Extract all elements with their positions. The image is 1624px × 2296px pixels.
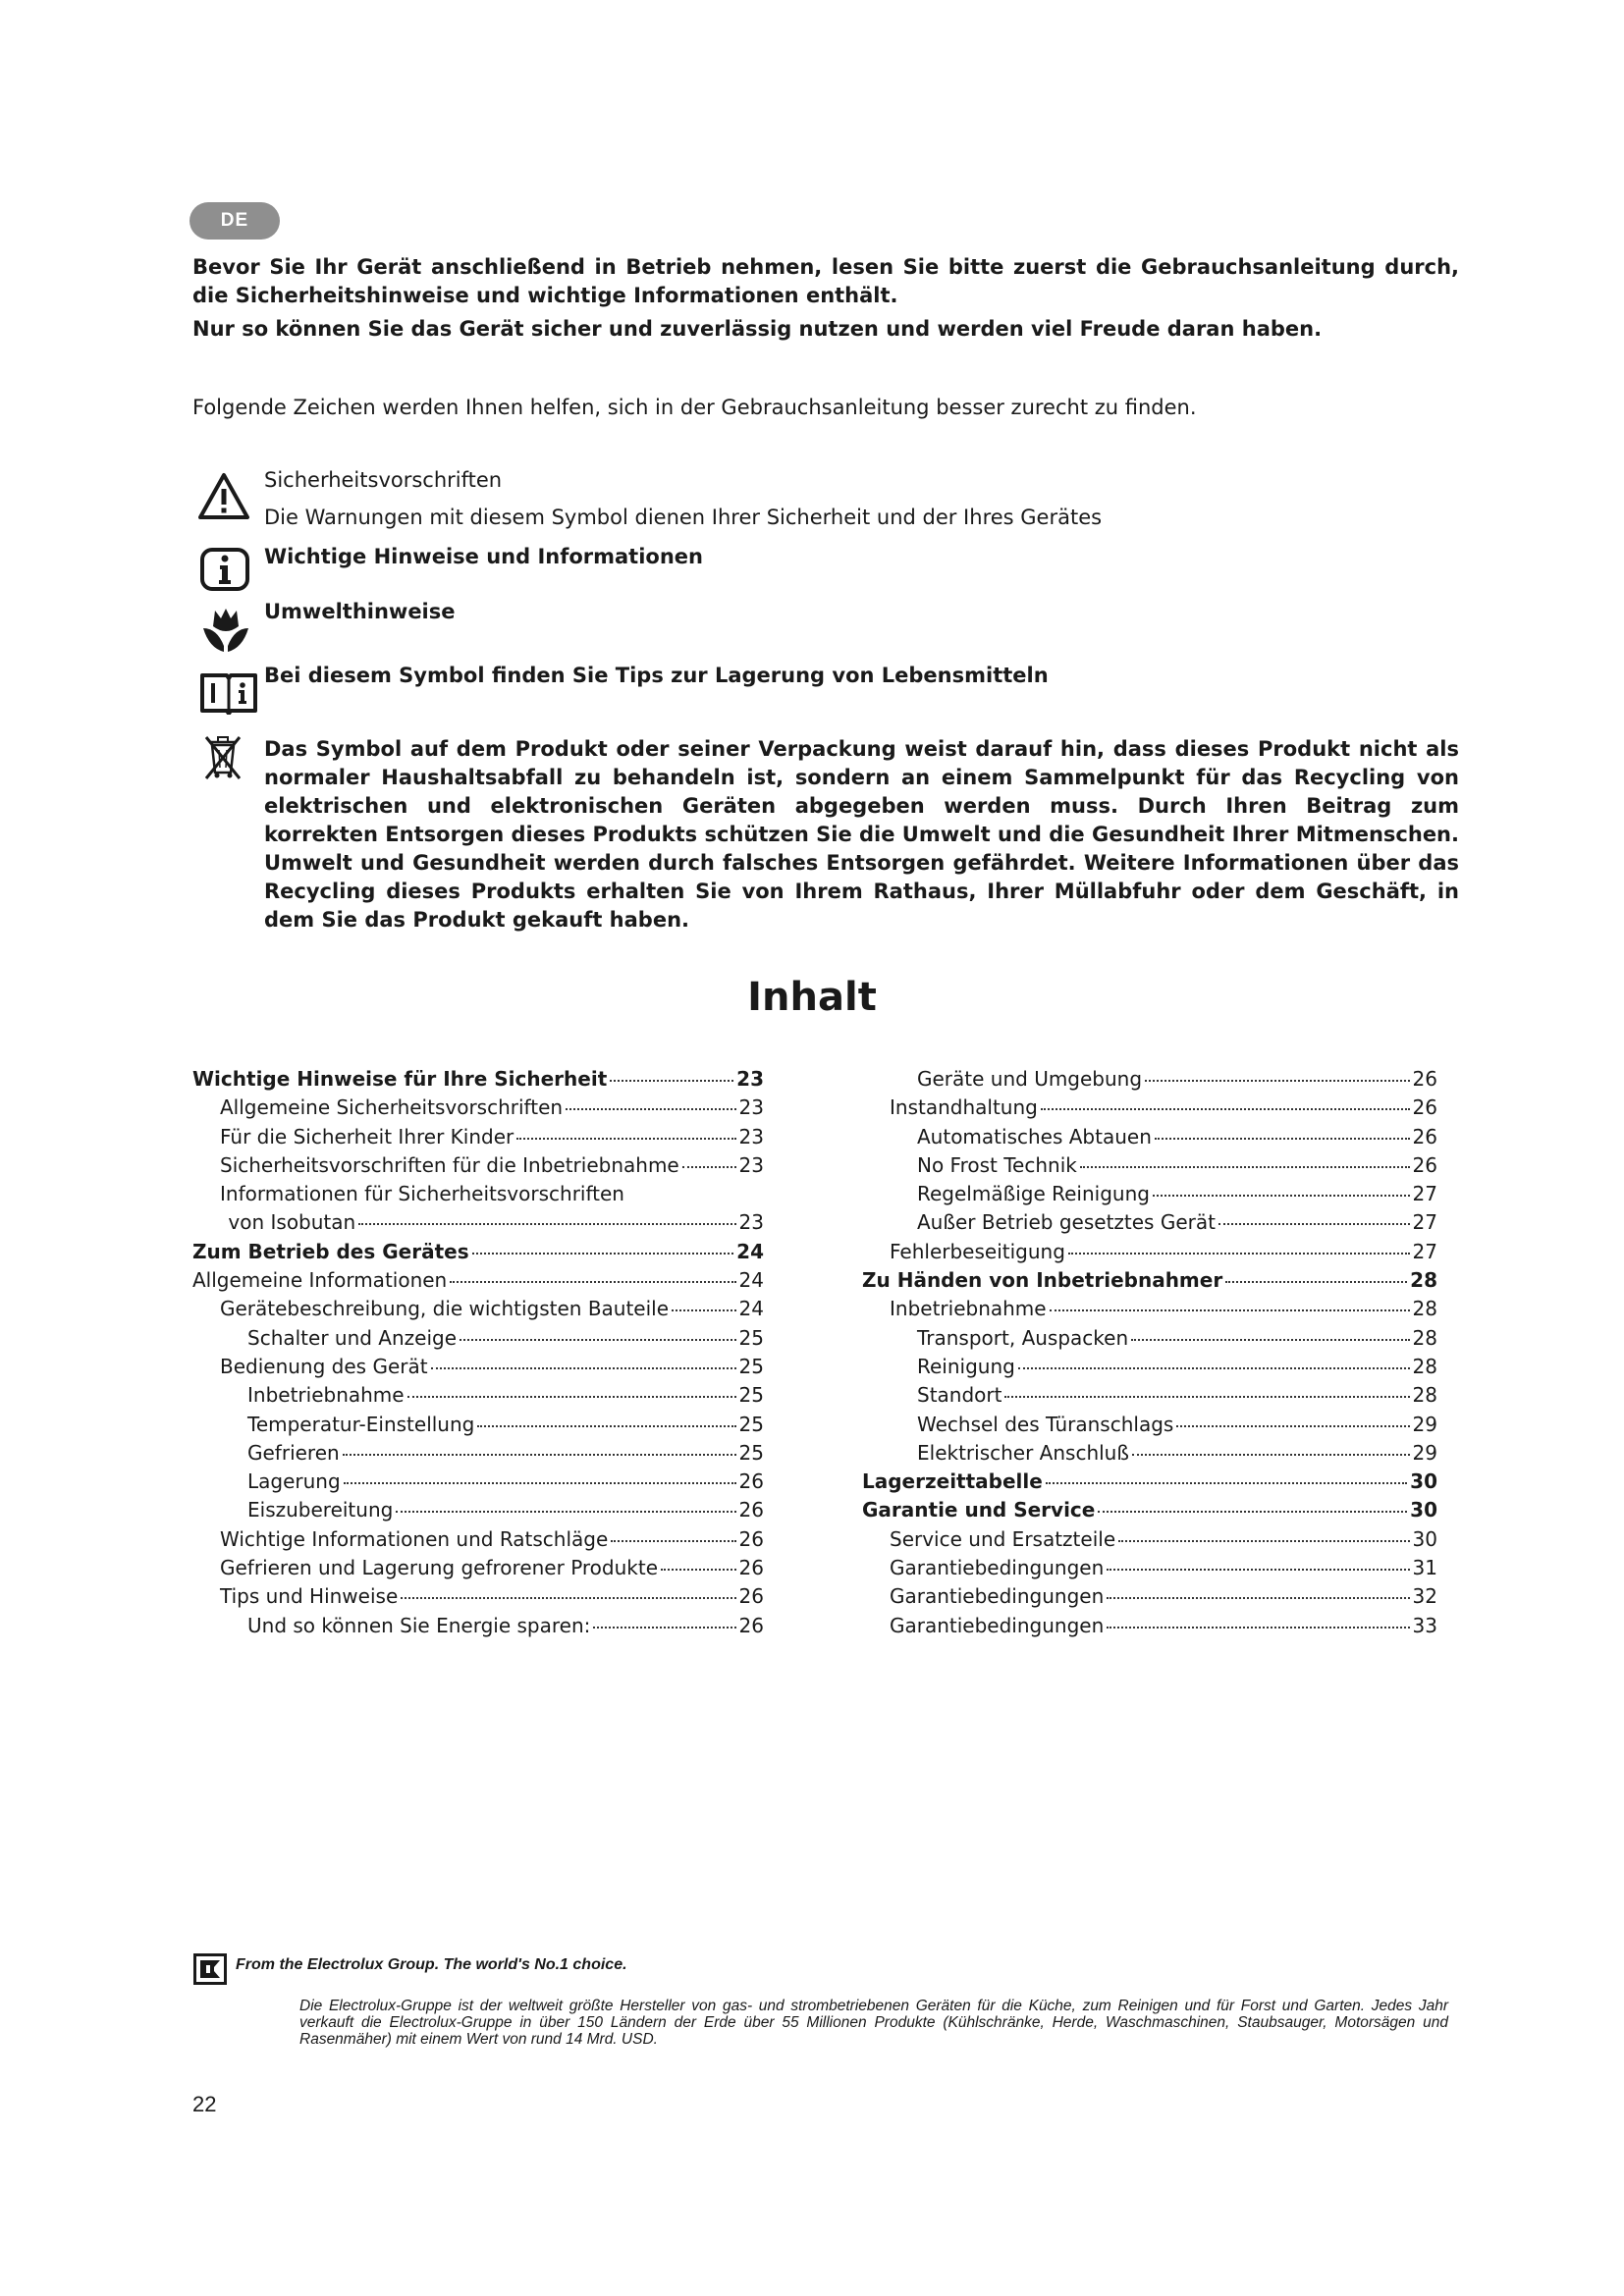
toc-entry-leader bbox=[431, 1367, 736, 1369]
toc-entry-leader bbox=[1155, 1138, 1410, 1140]
toc-entry-label: Zum Betrieb des Gerätes bbox=[192, 1239, 469, 1263]
toc-entry bbox=[862, 1498, 1437, 1526]
toc-entry bbox=[862, 1441, 1437, 1469]
toc-entry-label: Elektrischer Anschluß bbox=[917, 1440, 1129, 1465]
toc-entry-page: 30 bbox=[1412, 1526, 1437, 1551]
toc-entry bbox=[192, 1469, 764, 1498]
toc-entry bbox=[192, 1182, 764, 1210]
toc-entry-page: 28 bbox=[1412, 1383, 1437, 1408]
toc-entry bbox=[862, 1067, 1437, 1095]
toc-entry-leader bbox=[1098, 1511, 1407, 1513]
toc-entry-page: 25 bbox=[738, 1383, 764, 1408]
toc-entry bbox=[192, 1210, 764, 1239]
toc-entry-page: 32 bbox=[1412, 1584, 1437, 1609]
toc-entry-page: 30 bbox=[1410, 1498, 1437, 1522]
toc-entry-leader bbox=[672, 1309, 736, 1311]
toc-entry-label: Regelmäßige Reinigung bbox=[917, 1182, 1150, 1206]
symbol-food-title: Bei diesem Symbol finden Sie Tips zur Lagerung von Lebensmitteln bbox=[264, 664, 1049, 687]
toc-entry-leader bbox=[407, 1396, 736, 1398]
symbols-help-text: Folgende Zeichen werden Ihnen helfen, sich in der Gebrauchsanleitung besser zurecht zu finden. bbox=[192, 396, 1197, 419]
toc-entry bbox=[862, 1527, 1437, 1556]
toc-entry-leader bbox=[1046, 1482, 1407, 1484]
toc-entry-leader bbox=[1131, 1339, 1409, 1341]
toc-entry-label: Allgemeine Sicherheitsvorschriften bbox=[220, 1095, 564, 1120]
toc-entry-page: 28 bbox=[1410, 1268, 1437, 1293]
toc-entry-label: Schalter und Anzeige bbox=[247, 1325, 458, 1350]
toc-entry-label: Sicherheitsvorschriften für die Inbetriebnahme bbox=[220, 1152, 679, 1177]
toc-entry bbox=[192, 1326, 764, 1355]
toc-entry-label: Gefrieren bbox=[247, 1440, 340, 1465]
toc-entry-leader bbox=[1145, 1080, 1409, 1082]
toc-entry bbox=[862, 1297, 1437, 1325]
toc-entry-label: Wechsel des Türanschlags bbox=[917, 1412, 1174, 1436]
toc-entry bbox=[862, 1556, 1437, 1584]
toc-entry-label: Außer Betrieb gesetztes Gerät bbox=[917, 1210, 1216, 1235]
toc-entry-page: 27 bbox=[1412, 1210, 1437, 1235]
toc-entry-label: Für die Sicherheit Ihrer Kinder bbox=[220, 1124, 514, 1148]
toc-entry-label: Temperatur-Einstellung bbox=[247, 1412, 475, 1436]
toc-entry bbox=[192, 1527, 764, 1556]
toc-entry-page: 26 bbox=[1412, 1124, 1437, 1148]
toc-entry bbox=[862, 1383, 1437, 1412]
toc-entry-leader bbox=[661, 1569, 736, 1571]
toc-entry-page: 25 bbox=[738, 1440, 764, 1465]
toc-entry-label: Tips und Hinweise bbox=[220, 1584, 399, 1609]
toc-entry-leader bbox=[450, 1281, 735, 1283]
toc-entry-label: Lagerung bbox=[247, 1469, 341, 1494]
toc-entry bbox=[862, 1584, 1437, 1613]
toc-entry bbox=[862, 1469, 1437, 1498]
toc-entry-leader bbox=[1107, 1597, 1409, 1599]
page-number: 22 bbox=[192, 2092, 217, 2116]
toc-entry bbox=[192, 1268, 764, 1297]
toc-entry-leader bbox=[472, 1253, 734, 1255]
toc-entry-leader bbox=[610, 1080, 733, 1082]
toc-entry bbox=[192, 1441, 764, 1469]
toc-right-column bbox=[862, 1067, 1437, 1642]
toc-entry bbox=[862, 1153, 1437, 1182]
toc-entry-page: 31 bbox=[1412, 1556, 1437, 1580]
toc-entry-page: 26 bbox=[738, 1556, 764, 1580]
toc-entry bbox=[192, 1584, 764, 1613]
toc-entry-page: 26 bbox=[738, 1526, 764, 1551]
toc-entry-page: 25 bbox=[738, 1412, 764, 1436]
toc-entry-label: Eiszubereitung bbox=[247, 1498, 394, 1522]
toc-entry-page: 26 bbox=[738, 1469, 764, 1494]
toc-entry-page: 27 bbox=[1412, 1239, 1437, 1263]
toc-entry-page: 26 bbox=[1412, 1095, 1437, 1120]
toc-entry-leader bbox=[1080, 1166, 1410, 1168]
toc-entry-label: Inbetriebnahme bbox=[890, 1297, 1047, 1321]
toc-entry-label: Gerätebeschreibung, die wichtigsten Bauteile bbox=[220, 1297, 670, 1321]
toc-entry-page: 23 bbox=[736, 1067, 764, 1091]
toc-entry bbox=[862, 1240, 1437, 1268]
toc-entry-label: Garantiebedingungen bbox=[890, 1584, 1105, 1609]
toc-entry-label: Wichtige Informationen und Ratschläge bbox=[220, 1526, 609, 1551]
toc-entry-leader bbox=[1041, 1108, 1410, 1110]
flower-icon bbox=[201, 603, 250, 654]
toc-entry-page: 29 bbox=[1412, 1440, 1437, 1465]
toc-entry-label: No Frost Technik bbox=[917, 1152, 1077, 1177]
toc-entry-page: 25 bbox=[738, 1325, 764, 1350]
toc-entry-leader bbox=[593, 1627, 735, 1629]
toc-entry-page: 30 bbox=[1410, 1469, 1437, 1494]
toc-entry-label: Transport, Auspacken bbox=[917, 1325, 1129, 1350]
toc-entry-leader bbox=[1107, 1569, 1409, 1571]
toc-entry-page: 24 bbox=[738, 1268, 764, 1293]
toc-entry-page: 26 bbox=[738, 1584, 764, 1609]
toc-entry-leader bbox=[1118, 1540, 1409, 1542]
toc-entry-label: Fehlerbeseitigung bbox=[890, 1239, 1065, 1263]
intro-paragraph: Nur so können Sie das Gerät sicher und zuverlässig nutzen und werden viel Freude daran haben. bbox=[192, 317, 1323, 341]
toc-entry-page: 23 bbox=[738, 1095, 764, 1120]
toc-entry bbox=[862, 1355, 1437, 1383]
toc-entry-label: Garantiebedingungen bbox=[890, 1613, 1105, 1637]
toc-entry-leader bbox=[401, 1597, 735, 1599]
toc-entry bbox=[192, 1355, 764, 1383]
language-badge: DE bbox=[189, 202, 280, 240]
toc-entry-label: Standort bbox=[917, 1383, 1002, 1408]
toc-entry-page: 26 bbox=[738, 1498, 764, 1522]
toc-entry bbox=[192, 1240, 764, 1268]
footer-description: Die Electrolux-Gruppe ist der weltweit größte Hersteller von gas- und strombetriebenen Geräten für die Küche, zum Reinigen und für Forst und Garten. Jedes Jahr verkauft die Electrolux-Gruppe in über 150 Ländern der Erde über 55 Millionen Produkte (Kühlschränke, Herde, Waschmaschinen, Staubsauger, Motorsägen und Rasenmäher) mit einem Wert von rund 14 Mrd. USD. bbox=[299, 1998, 1448, 2048]
toc-entry-label: Reinigung bbox=[917, 1354, 1015, 1378]
info-icon bbox=[199, 547, 250, 592]
toc-entry-leader bbox=[566, 1108, 735, 1110]
toc-entry bbox=[192, 1067, 764, 1095]
toc-entry bbox=[192, 1556, 764, 1584]
toc-entry bbox=[192, 1614, 764, 1642]
toc-entry-page: 25 bbox=[738, 1354, 764, 1378]
toc-entry-page: 23 bbox=[738, 1210, 764, 1235]
toc-entry-leader bbox=[1107, 1627, 1409, 1629]
toc-entry-label: Garantiebedingungen bbox=[890, 1556, 1105, 1580]
toc-entry-label: Geräte und Umgebung bbox=[917, 1067, 1143, 1091]
toc-entry bbox=[192, 1153, 764, 1182]
toc-entry bbox=[862, 1413, 1437, 1441]
toc-entry-leader bbox=[516, 1138, 735, 1140]
toc-entry-page: 26 bbox=[738, 1613, 764, 1637]
toc-title: Inhalt bbox=[747, 975, 877, 1020]
toc-entry-page: 26 bbox=[1412, 1152, 1437, 1177]
symbol-safety-text: Die Warnungen mit diesem Symbol dienen Ihrer Sicherheit und der Ihres Gerätes bbox=[264, 506, 1103, 529]
toc-entry-page: 24 bbox=[738, 1297, 764, 1321]
toc-entry-label: Wichtige Hinweise für Ihre Sicherheit bbox=[192, 1067, 608, 1091]
toc-entry-leader bbox=[344, 1482, 736, 1484]
toc-entry-leader bbox=[343, 1454, 736, 1456]
toc-entry-page: 29 bbox=[1412, 1412, 1437, 1436]
toc-entry-label: Und so können Sie Energie sparen: bbox=[247, 1613, 591, 1637]
toc-entry-leader bbox=[1050, 1309, 1410, 1311]
toc-left-column bbox=[192, 1067, 764, 1642]
symbol-safety bbox=[264, 466, 1452, 532]
toc-entry-leader bbox=[460, 1339, 736, 1341]
symbol-info-title: Wichtige Hinweise und Informationen bbox=[264, 545, 703, 568]
toc-entry-leader bbox=[611, 1540, 735, 1542]
toc-entry-leader bbox=[358, 1223, 735, 1225]
toc-entry-page: 33 bbox=[1412, 1613, 1437, 1637]
toc-entry-leader bbox=[1018, 1367, 1410, 1369]
toc-entry-page: 28 bbox=[1412, 1297, 1437, 1321]
book-info-icon bbox=[199, 669, 258, 715]
toc-entry bbox=[192, 1095, 764, 1124]
toc-entry-page: 23 bbox=[738, 1152, 764, 1177]
toc-entry bbox=[192, 1125, 764, 1153]
toc-entry bbox=[862, 1326, 1437, 1355]
toc-entry-leader bbox=[1153, 1195, 1410, 1197]
toc-entry-page: 28 bbox=[1412, 1325, 1437, 1350]
toc-entry-label: Garantie und Service bbox=[862, 1498, 1096, 1522]
toc-entry-label: Instandhaltung bbox=[890, 1095, 1038, 1120]
toc-entry-leader bbox=[1225, 1281, 1407, 1283]
toc-entry-label: Allgemeine Informationen bbox=[192, 1268, 448, 1293]
toc-entry-page: 26 bbox=[1412, 1067, 1437, 1091]
toc-entry-label: Bedienung des Gerät bbox=[220, 1354, 428, 1378]
toc-entry-label: Inbetriebnahme bbox=[247, 1383, 405, 1408]
toc-entry bbox=[862, 1268, 1437, 1297]
toc-entry-label: Zu Händen von Inbetriebnahmer bbox=[862, 1268, 1223, 1293]
toc-entry-leader bbox=[1132, 1454, 1410, 1456]
toc-entry-leader bbox=[682, 1166, 736, 1168]
toc-entry-label: Informationen für Sicherheitsvorschriften bbox=[220, 1182, 624, 1206]
toc-entry-leader bbox=[1176, 1425, 1409, 1427]
toc-entry bbox=[862, 1095, 1437, 1124]
toc-entry-leader bbox=[477, 1425, 735, 1427]
toc-entry bbox=[862, 1210, 1437, 1239]
symbol-environment-title: Umwelthinweise bbox=[264, 600, 456, 623]
toc-entry-page: 24 bbox=[736, 1239, 764, 1263]
electrolux-logo-icon bbox=[193, 1953, 227, 1985]
toc-entry bbox=[862, 1125, 1437, 1153]
toc-entry-page: 27 bbox=[1412, 1182, 1437, 1206]
toc-entry-leader bbox=[1218, 1223, 1410, 1225]
symbol-recycling-text: Das Symbol auf dem Produkt oder seiner Verpackung weist darauf hin, dass dieses Produkt nicht als normaler Haushaltsabfall zu behandeln ist, sondern an einem Sammelpunkt für das Recycling von elektrischen und elektronischen Geräten abgegeben werden muss. Durch Ihren Beitrag zum korrekten Entsorgen dieses Produkts schützen Sie die Umwelt und die Gesundheit Ihrer Mitmenschen. Umwelt und Gesundheit werden durch falsches Entsorgen gefährdet. Weitere Informationen über das Recycling dieses Produkts erhalten Sie von Ihrem Rathaus, Ihrer Müllabfuhr oder dem Geschäft, in dem Sie das Produkt gekauft haben. bbox=[264, 737, 1459, 932]
intro-text bbox=[192, 253, 1459, 344]
toc-entry bbox=[192, 1383, 764, 1412]
toc-entry-page: 28 bbox=[1412, 1354, 1437, 1378]
footer-slogan: From the Electrolux Group. The world's No.1 choice. bbox=[236, 1956, 627, 1973]
toc-entry bbox=[192, 1413, 764, 1441]
toc-entry bbox=[862, 1614, 1437, 1642]
toc-entry-leader bbox=[1068, 1253, 1410, 1255]
toc-entry-label: von Isobutan bbox=[228, 1210, 356, 1235]
crossed-bin-icon bbox=[203, 733, 243, 780]
toc-entry bbox=[862, 1182, 1437, 1210]
toc-entry-page: 23 bbox=[738, 1124, 764, 1148]
toc-entry-label: Lagerzeittabelle bbox=[862, 1469, 1043, 1494]
toc-entry bbox=[192, 1498, 764, 1526]
toc-entry-leader bbox=[1004, 1396, 1409, 1398]
intro-paragraph: Bevor Sie Ihr Gerät anschließend in Betrieb nehmen, lesen Sie bitte zuerst die Gebrauchsanleitung durch, die Sicherheitshinweise und wichtige Informationen enthält. bbox=[192, 255, 1459, 307]
warning-icon bbox=[197, 472, 250, 521]
toc-entry-label: Service und Ersatzteile bbox=[890, 1526, 1116, 1551]
toc-entry-label: Automatisches Abtauen bbox=[917, 1124, 1152, 1148]
toc-entry-leader bbox=[396, 1511, 735, 1513]
symbol-safety-title: Sicherheitsvorschriften bbox=[264, 468, 503, 492]
toc-entry-label: Gefrieren und Lagerung gefrorener Produkte bbox=[220, 1556, 659, 1580]
toc-entry bbox=[192, 1297, 764, 1325]
